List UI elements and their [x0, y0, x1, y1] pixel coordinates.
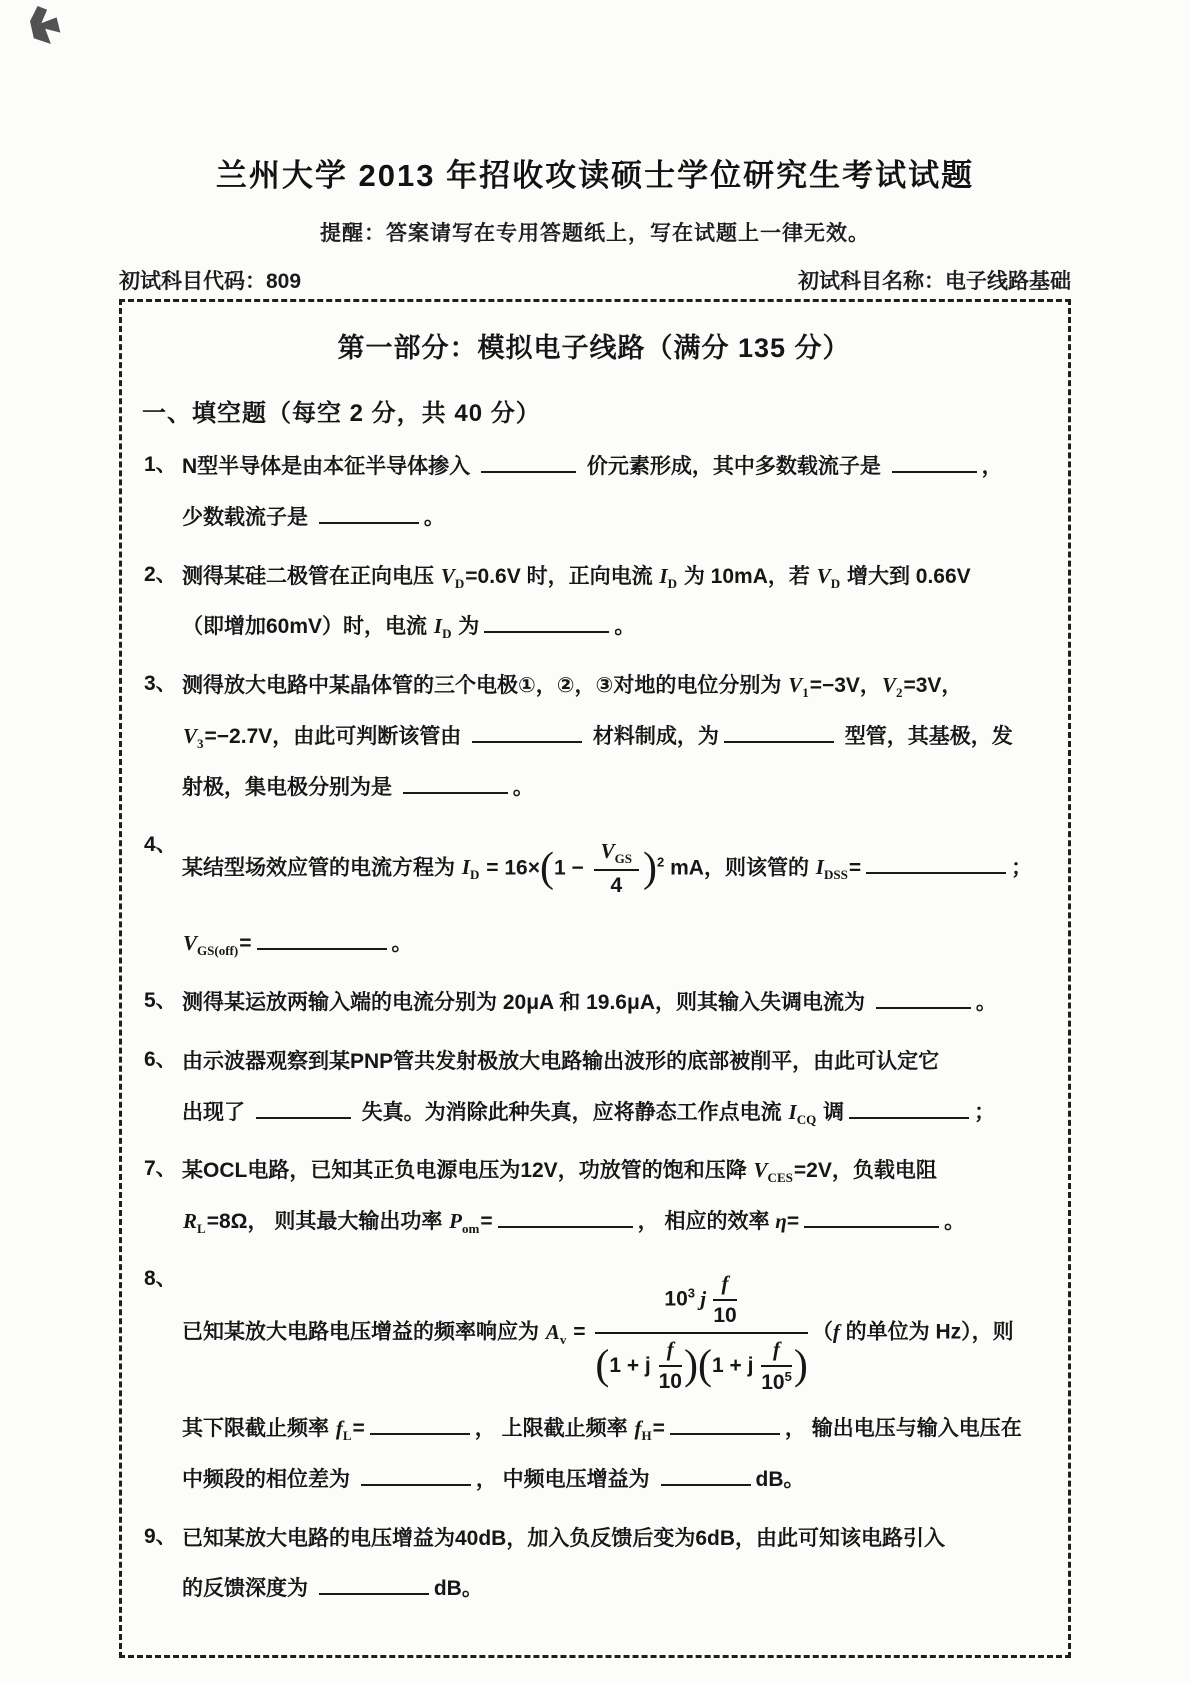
fraction-numerator: [713, 1270, 736, 1301]
variable-letter: V: [183, 931, 198, 956]
variable: [182, 723, 205, 752]
variable-letter: I: [788, 1099, 797, 1124]
text-run: 10: [664, 1287, 688, 1311]
question-number: 7、: [144, 1157, 177, 1181]
italic-symbol: f: [832, 1319, 840, 1344]
fraction: [713, 1270, 736, 1330]
text-run: 测得某运放两输入端的电流分别为 20μA 和 19.6μA，则其输入失调电流为: [182, 991, 871, 1015]
question-body: [182, 1520, 1052, 1622]
text-run: ， 上限截止频率: [474, 1417, 634, 1441]
text-run: 增大到 0.66V: [841, 564, 971, 588]
text-run: 为 10mA，若: [678, 564, 816, 588]
variable: [787, 673, 810, 701]
question-number: 5、: [144, 989, 177, 1013]
text-run: 1 −: [554, 855, 590, 879]
question-line: [182, 558, 1052, 596]
variable: [633, 1416, 652, 1444]
big-paren: (: [595, 1341, 610, 1388]
exam-notice: 提醒：答案请写在专用答题纸上，写在试题上一律无效。: [320, 222, 870, 245]
variable: [448, 1209, 480, 1237]
question-line: [182, 769, 1052, 807]
question-body: [182, 984, 1052, 1035]
text-run: 为: [452, 615, 480, 639]
text-run: N型半导体是由本征半导体掺入: [182, 455, 476, 478]
text-run: 型管，其基极，发: [838, 724, 1013, 748]
question-line: [182, 1461, 1052, 1499]
big-paren: (: [697, 1341, 712, 1388]
superscript: 3: [687, 1285, 696, 1301]
italic-symbol: f: [721, 1271, 729, 1296]
variable: [182, 931, 239, 959]
fraction-numerator: [595, 1270, 808, 1334]
text-run: ，: [981, 455, 1003, 478]
variable-letter: R: [183, 1209, 198, 1234]
fraction: [595, 1270, 808, 1396]
question-body: [182, 448, 1052, 550]
question-body: [182, 558, 1052, 660]
variable: [461, 854, 481, 883]
part-heading: 第一部分：模拟电子线路（满分 135 分）: [337, 333, 851, 363]
question-line: [182, 1520, 1052, 1558]
question-line: [182, 608, 1052, 646]
text-run: 4: [610, 874, 623, 898]
blank-line: [361, 1469, 471, 1486]
blank-line: [256, 1102, 351, 1119]
variable-letter: V: [788, 673, 803, 698]
text-run: =8Ω， 则其最大输出功率: [206, 1210, 449, 1234]
text-run: 。: [975, 991, 997, 1015]
blank-line: [724, 726, 834, 743]
blank-line: [866, 857, 1006, 874]
text-run: 。: [512, 775, 534, 799]
text-run: dB。: [755, 1467, 805, 1491]
variable-subscript: CQ: [796, 1111, 817, 1127]
variable-letter: V: [600, 838, 615, 863]
variable-subscript: D: [454, 575, 465, 591]
question-line: [182, 925, 1052, 963]
text-run: 1 + j: [711, 1353, 760, 1377]
question: [136, 984, 1052, 1035]
text-run: 调: [817, 1100, 845, 1124]
variable: [600, 838, 633, 866]
blank-line: [849, 1102, 969, 1119]
question-line: [182, 718, 1052, 756]
variable: [182, 1209, 207, 1237]
text-run: 。: [944, 1210, 966, 1234]
scan-artifact: [30, 6, 68, 44]
variable-letter: V: [183, 723, 198, 748]
text-run: 已知某放大电路电压增益的频率响应为: [182, 1320, 545, 1344]
variable-letter: V: [816, 563, 831, 588]
variable-letter: f: [634, 1416, 642, 1441]
big-paren: (: [540, 844, 554, 891]
fraction: [659, 1336, 682, 1396]
variable-letter: V: [753, 1158, 768, 1183]
blank-line: [892, 456, 977, 473]
blank-line: [876, 992, 971, 1009]
variable-subscript: v: [559, 1331, 567, 1347]
italic-symbol: f: [666, 1337, 674, 1362]
big-paren: ): [793, 1341, 808, 1388]
variable: [440, 563, 465, 591]
big-paren: ): [643, 844, 658, 891]
blank-line: [370, 1418, 470, 1435]
text-run: 其下限截止频率: [182, 1417, 335, 1441]
text-run: 失真。为消除此种失真，应将静态工作点电流: [355, 1100, 788, 1124]
variable-letter: I: [659, 563, 668, 588]
question: [136, 828, 1052, 977]
variable-subscript: 3: [197, 736, 204, 752]
text-run: 。: [423, 505, 445, 529]
question-body: [182, 1262, 1052, 1512]
question-line: [182, 1203, 1052, 1241]
variable-letter: f: [335, 1416, 343, 1441]
question-line: [182, 1152, 1052, 1190]
variable-subscript: 2: [895, 685, 903, 701]
variable-letter: V: [440, 563, 455, 588]
blank-line: [472, 726, 582, 743]
text-run: 中频段的相位差为: [182, 1467, 356, 1491]
variable: [433, 614, 453, 642]
text-run: dB。: [433, 1577, 483, 1601]
text-run: =: [652, 1417, 665, 1441]
text-run: =: [786, 1210, 800, 1234]
text-run: 测得放大电路中某晶体管的三个电极①，②，③对地的电位分别为: [182, 674, 788, 698]
question: [136, 558, 1052, 660]
superscript: 5: [784, 1368, 792, 1384]
text-run: ；: [1011, 855, 1033, 879]
text-run: 材料制成，为: [587, 724, 719, 748]
question: [136, 667, 1052, 819]
italic-symbol: f: [773, 1336, 781, 1361]
text-run: 射极，集电极分别为是: [182, 775, 398, 799]
question-line: [182, 838, 1052, 900]
question: [136, 1043, 1052, 1145]
variable-subscript: GS(off): [197, 943, 239, 959]
text-run: （: [811, 1320, 833, 1344]
text-run: =3V，: [903, 674, 963, 698]
blank-line: [804, 1211, 939, 1228]
variable-subscript: D: [442, 626, 452, 642]
exam-title: 兰州大学 2013 年招收攻读硕士学位研究生考试试题: [215, 158, 975, 193]
question-line: [182, 499, 1052, 537]
text-run: 10: [713, 1304, 737, 1328]
variable-subscript: D: [830, 575, 841, 591]
text-run: =: [567, 1320, 592, 1344]
question: [136, 448, 1052, 550]
text-run: =−3V，: [809, 674, 881, 698]
text-run: ；: [974, 1100, 996, 1124]
question-line: [182, 1043, 1052, 1081]
variable-subscript: L: [342, 1428, 352, 1444]
subject-info-row: [119, 265, 1071, 295]
text-run: 1 + j: [609, 1353, 657, 1377]
question-line: [182, 667, 1052, 705]
variable: [658, 563, 678, 591]
blank-line: [484, 616, 609, 633]
variable-letter: I: [815, 854, 824, 879]
question-body: [182, 667, 1052, 819]
question: [136, 1262, 1052, 1512]
text-run: 出现了: [182, 1100, 251, 1124]
variable: [753, 1158, 794, 1186]
variable: [881, 673, 904, 701]
question-line: [182, 1410, 1052, 1448]
text-run: 。: [391, 932, 413, 956]
question-number: 2、: [144, 562, 177, 586]
fraction-denominator: [659, 1367, 682, 1395]
text-run: ， 输出电压与输入电压在: [784, 1417, 1022, 1441]
fraction-denominator: [761, 1367, 792, 1396]
subject-name: 初试科目名称：电子线路基础: [798, 270, 1071, 293]
variable-letter: V: [881, 673, 896, 698]
fraction: [594, 838, 639, 900]
question-line: [182, 1570, 1052, 1608]
italic-symbol: η: [775, 1209, 787, 1234]
variable: [815, 854, 849, 883]
question-number: 9、: [144, 1524, 177, 1548]
text-run: 价元素形成，其中多数载流子是: [581, 455, 887, 478]
question-number: 3、: [144, 672, 177, 696]
question-number: 1、: [144, 453, 177, 476]
fraction-denominator: [713, 1301, 736, 1329]
variable-subscript: D: [667, 575, 677, 591]
text-run: 某结型场效应管的电流方程为: [182, 855, 461, 879]
text-run: =2V，负载电阻: [793, 1159, 937, 1183]
variable-subscript: L: [197, 1221, 206, 1237]
variable-subscript: CES: [767, 1170, 793, 1186]
text-run: 10: [658, 1370, 682, 1394]
variable-subscript: DSS: [823, 867, 848, 883]
fraction-numerator: [594, 838, 639, 871]
variable-subscript: D: [470, 867, 480, 883]
blank-line: [319, 1578, 429, 1595]
question-paper-box: [119, 299, 1071, 1658]
fraction-numerator: [659, 1336, 682, 1367]
variable: [545, 1319, 568, 1347]
text-run: =: [239, 932, 252, 956]
variable-subscript: GS: [614, 850, 633, 866]
text-run: ， 中频电压增益为: [475, 1467, 656, 1491]
question-number: 4、: [144, 832, 177, 856]
question-number: 8、: [144, 1267, 177, 1291]
fraction-numerator: [761, 1336, 792, 1367]
variable-subscript: om: [461, 1221, 480, 1237]
text-run: =0.6V 时，正向电流: [465, 564, 659, 588]
subject-code: 初试科目代码：809: [119, 270, 302, 293]
fraction-denominator: [595, 1334, 808, 1397]
text-run: （即增加60mV）时，电流: [182, 615, 433, 639]
text-run: 已知某放大电路的电压增益为40dB，加入负反馈后变为6dB，由此可知该电路引入: [182, 1526, 946, 1550]
italic-symbol: j: [695, 1286, 712, 1311]
question-body: [182, 1152, 1052, 1254]
text-run: =: [352, 1417, 365, 1441]
question-body: [182, 828, 1052, 977]
blank-line: [670, 1418, 780, 1435]
question-line: [182, 984, 1052, 1022]
text-run: mA，则该管的: [664, 855, 815, 879]
question: [136, 1520, 1052, 1622]
question-number: 6、: [144, 1047, 177, 1071]
question-line: [182, 1270, 1052, 1396]
text-run: 测得某硅二极管在正向电压: [182, 564, 440, 588]
blank-line: [257, 933, 387, 950]
text-run: 的反馈深度为: [182, 1577, 314, 1601]
question: [136, 1152, 1052, 1254]
text-run: 少数载流子是: [182, 505, 314, 529]
variable: [335, 1416, 353, 1444]
text-run: ， 相应的效率: [637, 1210, 776, 1234]
fill-in-questions: [136, 448, 1052, 1621]
text-run: =: [480, 1210, 493, 1234]
question-body: [182, 1043, 1052, 1145]
blank-line: [319, 507, 419, 524]
fraction-denominator: [594, 871, 639, 899]
text-run: =: [848, 855, 862, 879]
text-run: 10: [761, 1370, 785, 1394]
fraction: [761, 1336, 792, 1397]
blank-line: [481, 456, 576, 473]
variable: [788, 1099, 818, 1127]
section-heading: 一、填空题（每空 2 分，共 40 分）: [142, 400, 541, 427]
blank-line: [661, 1469, 751, 1486]
text-run: 。: [614, 615, 636, 639]
question-line: [182, 1094, 1052, 1132]
question-line: [182, 448, 1052, 486]
variable-letter: I: [433, 614, 443, 639]
blank-line: [498, 1211, 633, 1228]
big-paren: ): [683, 1341, 698, 1388]
superscript: 2: [657, 853, 665, 869]
variable: [816, 563, 841, 591]
blank-line: [403, 777, 508, 794]
text-run: 由示波器观察到某PNP管共发射极放大电路输出波形的底部被削平，由此可认定它: [182, 1049, 940, 1073]
text-run: 某OCL电路，已知其正负电源电压为12V，功放管的饱和压降: [182, 1159, 753, 1183]
variable-letter: A: [545, 1319, 560, 1344]
variable-subscript: 1: [802, 685, 809, 701]
text-run: = 16×: [480, 855, 540, 879]
text-run: 的单位为 Hz），则: [839, 1320, 1014, 1344]
variable-letter: I: [461, 854, 471, 879]
variable-letter: P: [449, 1209, 462, 1234]
text-run: =−2.7V，由此可判断该管由: [204, 724, 468, 748]
variable-subscript: H: [641, 1428, 652, 1444]
